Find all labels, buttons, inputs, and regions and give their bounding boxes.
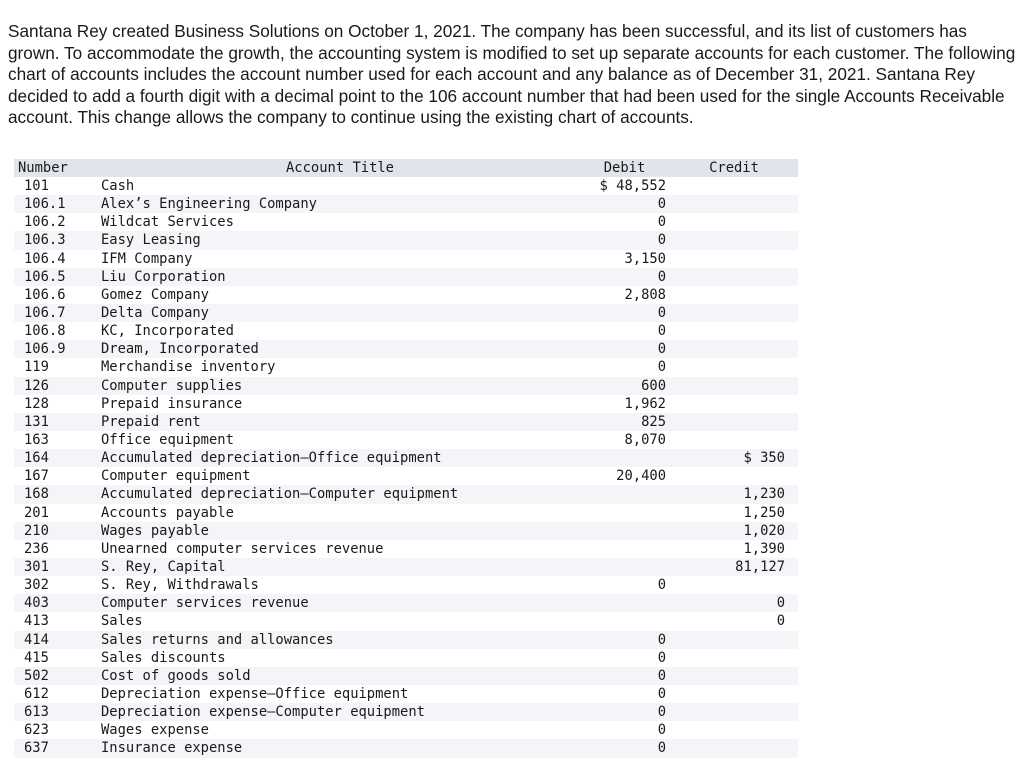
account-number: 413 [24,613,49,630]
table-row [14,631,798,649]
table-row [14,594,798,612]
table-row [14,195,798,213]
credit-amount [670,286,798,304]
table-row [14,377,798,395]
account-title: Computer services revenue [101,594,579,612]
account-number: 128 [24,395,49,412]
table-row [14,703,798,721]
account-title: Alex’s Engineering Company [101,195,579,213]
debit-amount: 0 [657,649,666,666]
credit-amount [670,268,798,286]
credit-amount [670,304,798,322]
credit-amount: $ 350 [670,449,798,467]
table-row [14,649,798,667]
debit-amount [579,485,670,503]
account-number: 168 [14,485,101,503]
account-number: 302 [24,577,49,594]
credit-amount [670,358,798,376]
account-title: S. Rey, Capital [101,558,579,576]
debit-amount: 0 [579,631,670,649]
credit-amount [670,340,798,358]
account-number: 106.7 [14,304,101,322]
account-title: Easy Leasing [101,231,579,249]
account-title: Wildcat Services [101,214,234,231]
debit-amount: 0 [579,667,670,685]
account-number: 163 [24,432,49,449]
table-row [14,395,798,413]
table-row [14,721,798,739]
account-title: Office equipment [101,432,234,449]
account-number: 126 [14,377,101,395]
debit-amount: 0 [657,686,666,702]
credit-amount [670,739,798,757]
table-row [14,286,798,304]
account-number: 210 [14,522,101,540]
debit-amount: 0 [579,195,670,213]
debit-amount: 0 [579,739,670,757]
table-row [14,358,798,376]
debit-amount: 0 [657,577,666,594]
table-row [14,522,798,540]
account-title: Accumulated depreciation—Computer equipment [101,485,579,503]
credit-amount [670,576,798,594]
debit-amount: 0 [579,268,670,286]
debit-amount: 825 [579,413,670,431]
account-number: 106.8 [24,323,66,340]
debit-amount [579,612,670,630]
debit-amount [579,540,670,558]
account-number: 119 [24,359,49,376]
account-number: 403 [14,594,101,612]
account-number: 414 [14,631,101,649]
credit-amount [670,177,798,195]
account-title: Liu Corporation [101,268,579,286]
table-row [14,685,798,703]
credit-amount: 0 [670,594,798,612]
account-title: KC, Incorporated [101,323,234,340]
credit-amount [670,667,798,685]
account-number: 131 [14,413,101,431]
account-title: Delta Company [101,304,579,322]
account-number: 106.6 [24,286,66,303]
account-number: 637 [14,739,101,757]
table-row [14,268,798,286]
account-title: Prepaid rent [101,413,579,431]
table-row [14,413,798,431]
debit-amount [579,558,670,576]
header-credit: Credit [670,159,798,177]
account-number: 106.1 [14,195,101,213]
account-title: Depreciation expense—Computer equipment [101,703,579,721]
problem-intro: Santana Rey created Business Solutions on October 1, 2021. The company has been successful, and its list of customers has grown. To accommodate the growth, the accounting system is modified to set up separate accounts for each customer. The following chart of accounts includes the account number used for each account and any balance as of December 31, 2021. Santana Rey decided to add a fourth digit with a decimal point to the 106 account number that had been used for the single Accounts Receivable account. This change allows the company to continue using the existing chart of accounts. [8,21,1016,128]
credit-amount [670,649,798,667]
debit-amount [579,449,670,467]
debit-amount: 20,400 [616,468,666,485]
table-row [14,177,798,195]
table-row [14,667,798,685]
table-row [14,322,798,340]
debit-amount: 600 [579,377,670,395]
account-number: 101 [24,178,49,195]
debit-amount: 8,070 [624,432,666,449]
debit-amount: 0 [657,722,666,739]
credit-amount: 81,127 [670,558,798,576]
account-title: S. Rey, Withdrawals [101,577,259,594]
credit-amount [670,250,798,268]
account-title: Cash [101,178,135,195]
debit-amount: 0 [579,304,670,322]
table-row [14,431,798,449]
table-row [14,467,798,485]
account-title: Unearned computer services revenue [101,540,384,557]
account-title: Merchandise inventory [101,359,276,376]
debit-amount: 3,150 [624,250,666,267]
account-number: 502 [14,667,101,685]
debit-amount [579,522,670,540]
table-row [14,485,798,503]
table-row [14,540,798,558]
table-body [14,177,798,758]
account-title: Sales [101,613,143,630]
credit-amount [670,685,798,703]
account-number: 623 [24,722,49,739]
header-account-title: Account Title [101,159,579,177]
account-number: 613 [14,703,101,721]
account-number: 106.5 [14,268,101,286]
table-row [14,231,798,249]
account-title: Dream, Incorporated [101,340,579,358]
account-title: Gomez Company [101,286,209,303]
credit-amount [670,395,798,413]
table-row [14,558,798,576]
debit-amount: $ 48,552 [599,178,666,195]
account-title: Prepaid insurance [101,395,243,412]
credit-amount [670,377,798,395]
credit-amount: 1,250 [743,504,785,521]
account-title: Wages payable [101,522,579,540]
debit-amount: 0 [579,703,670,721]
table-header-row [14,159,798,177]
account-number: 164 [14,449,101,467]
account-title: Computer supplies [101,377,579,395]
debit-amount: 0 [657,359,666,376]
account-title: Accounts payable [101,504,234,521]
header-debit: Debit [579,159,670,177]
table-row [14,504,798,522]
account-title: Computer equipment [101,468,251,485]
credit-amount: 0 [776,613,785,630]
table-row [14,576,798,594]
account-title: IFM Company [101,250,193,267]
credit-amount [670,431,798,449]
debit-amount: 0 [657,323,666,340]
credit-amount [670,721,798,739]
account-title: Depreciation expense—Office equipment [101,686,409,702]
account-title: Accumulated depreciation—Office equipment [101,449,579,467]
account-number: 415 [24,649,49,666]
credit-amount [670,213,798,231]
credit-amount [670,231,798,249]
credit-amount: 1,020 [670,522,798,540]
table-row [14,739,798,757]
account-number: 612 [24,686,49,702]
debit-amount: 2,808 [624,286,666,303]
account-number: 201 [24,504,49,521]
account-number: 301 [14,558,101,576]
account-number: 236 [24,540,49,557]
credit-amount [670,703,798,721]
debit-amount: 0 [579,231,670,249]
credit-amount: 1,230 [670,485,798,503]
credit-amount [670,322,798,340]
credit-amount [670,413,798,431]
table-row [14,304,798,322]
account-title: Wages expense [101,722,209,739]
table-row [14,449,798,467]
account-title: Cost of goods sold [101,667,579,685]
credit-amount [670,195,798,213]
account-number: 106.2 [24,214,66,231]
account-title: Sales returns and allowances [101,631,579,649]
account-title: Sales discounts [101,649,226,666]
account-title: Insurance expense [101,739,579,757]
table-row [14,213,798,231]
credit-amount [670,467,798,485]
debit-amount: 0 [657,214,666,231]
account-number: 167 [24,468,49,485]
debit-amount [579,504,670,522]
debit-amount: 0 [579,340,670,358]
account-number: 106.9 [14,340,101,358]
account-number: 106.4 [24,250,66,267]
account-number: 106.3 [14,231,101,249]
table-row [14,340,798,358]
debit-amount: 1,962 [624,395,666,412]
header-number: Number [14,159,101,177]
credit-amount: 1,390 [743,540,785,557]
chart-of-accounts-table [14,159,798,758]
table-row [14,612,798,630]
debit-amount [579,594,670,612]
table-row [14,250,798,268]
credit-amount [670,631,798,649]
